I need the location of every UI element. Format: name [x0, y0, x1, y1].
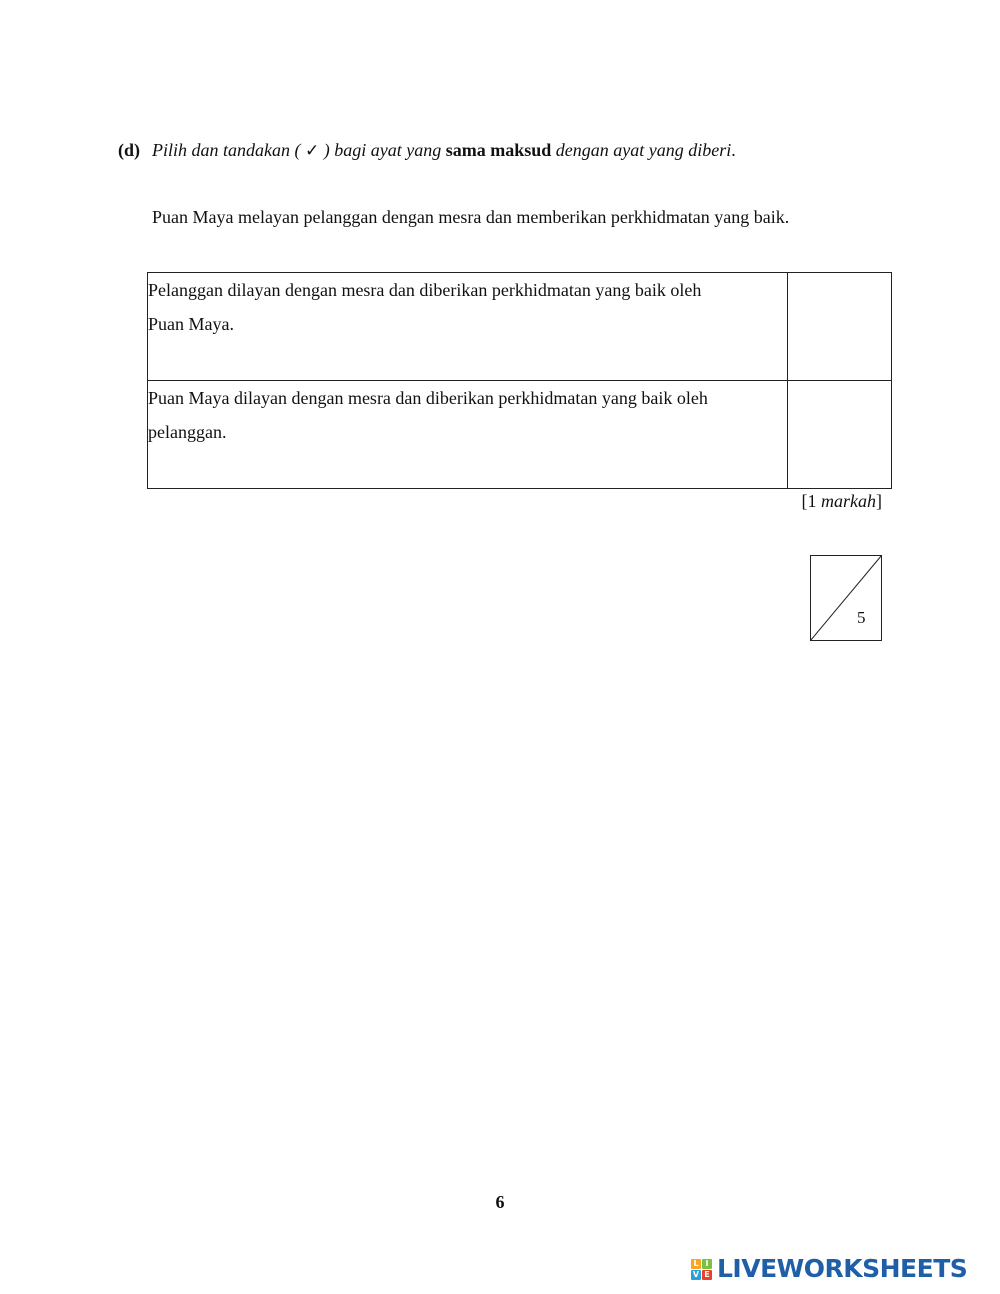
question-instruction	[118, 138, 736, 163]
instruction-end: .	[731, 140, 736, 160]
option-1-line-1: Pelanggan dilayan dengan mesra dan diberikan perkhidmatan yang baik oleh	[148, 280, 702, 300]
logo-cell-2: I	[702, 1259, 712, 1269]
score-box-frame	[810, 555, 882, 641]
tick-mark-icon: ✓	[304, 141, 320, 161]
option-2-line-1: Puan Maya dilayan dengan mesra dan diberikan perkhidmatan yang baik oleh	[148, 388, 708, 408]
option-row-1	[148, 273, 892, 381]
option-1-line-2: Puan Maya.	[148, 314, 234, 334]
logo-grid-icon	[691, 1259, 712, 1280]
options-table	[147, 272, 892, 489]
marks-word: markah	[821, 491, 876, 511]
logo-cell-1: L	[691, 1259, 701, 1269]
score-total: 5	[857, 608, 866, 627]
instruction-text-2: ) bagi ayat yang	[323, 140, 442, 160]
question-label: (d)	[118, 140, 140, 160]
score-box	[810, 555, 882, 641]
given-sentence: Puan Maya melayan pelanggan dengan mesra dan memberikan perkhidmatan yang baik.	[152, 207, 790, 227]
marks-close: ]	[876, 491, 882, 511]
option-2-line-2: pelanggan.	[148, 422, 227, 442]
instruction-bold-text: sama maksud	[445, 140, 552, 160]
option-row-2	[148, 381, 892, 489]
option-1-text	[148, 273, 788, 381]
marks-open: [1	[801, 491, 821, 511]
option-2-text	[148, 381, 788, 489]
instruction-text-3: dengan ayat yang diberi	[555, 140, 732, 160]
option-1-tick-box[interactable]	[788, 273, 892, 381]
instruction-text-1: Pilih dan tandakan (	[152, 140, 301, 160]
logo-wordmark: LIVEWORKSHEETS	[717, 1254, 968, 1283]
page-number: 6	[495, 1192, 505, 1212]
marks-label	[802, 489, 883, 513]
logo-cell-4: E	[702, 1270, 712, 1280]
logo-cell-3: V	[692, 1269, 700, 1279]
option-2-tick-box[interactable]	[788, 381, 892, 489]
liveworksheets-logo	[691, 1255, 967, 1283]
